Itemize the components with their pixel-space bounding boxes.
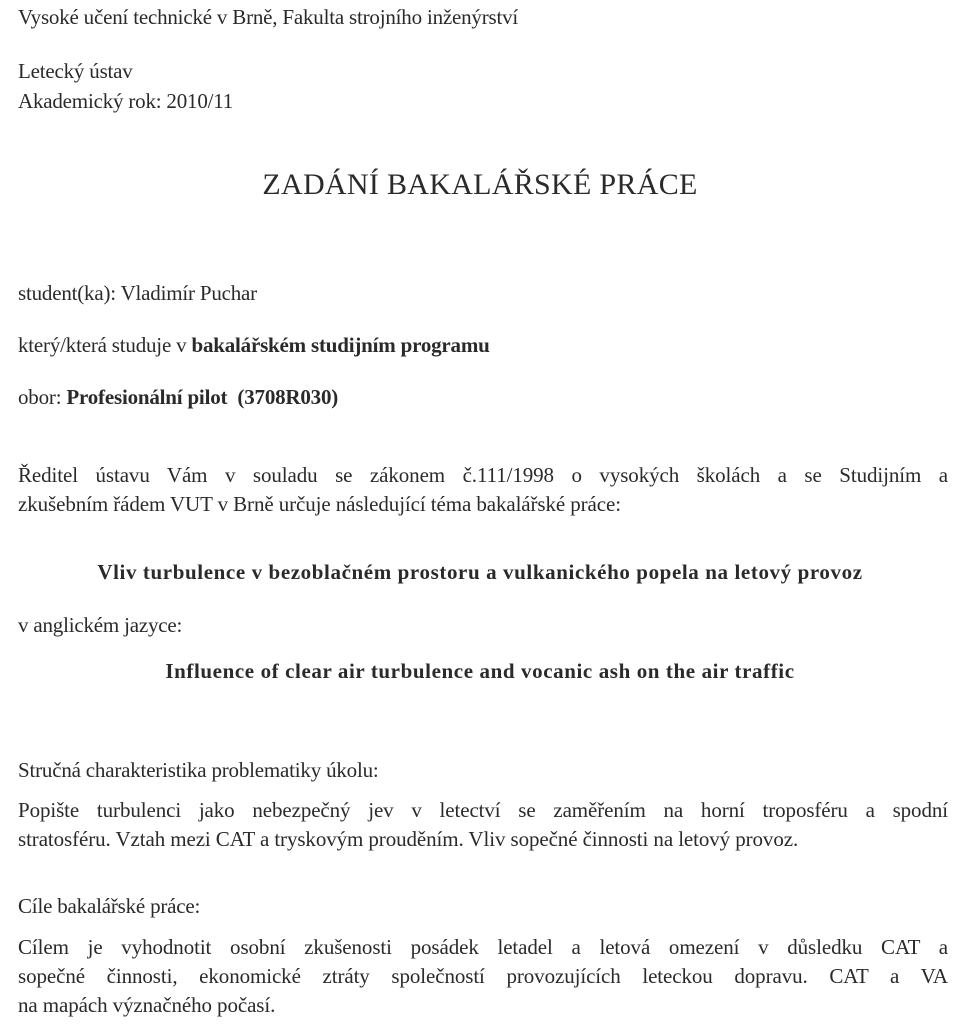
director-line-1: Ředitel ústavu Vám v souladu se zákonem č.111/1998 o vysokých školách a se Studijním a (18, 463, 948, 487)
characteristics-label: Stručná charakteristika problematiky úkolu: (18, 758, 379, 782)
program-prefix: který/která studuje v (18, 333, 192, 357)
document-title: ZADÁNÍ BAKALÁŘSKÉ PRÁCE (262, 168, 698, 201)
field-line (18, 384, 338, 410)
field-code: (3708R030) (237, 385, 339, 409)
academic-year: Akademický rok: 2010/11 (18, 89, 234, 113)
program-name: bakalářském studijním programu (191, 333, 490, 357)
field-prefix: obor: (18, 385, 67, 409)
goals-line-2: sopečné činnosti, ekonomické ztráty společností provozujících leteckou dopravu. CAT a VA (18, 964, 948, 988)
program-line (18, 332, 490, 358)
english-label: v anglickém jazyce: (18, 613, 183, 637)
goals-paragraph (18, 933, 948, 1020)
goals-label: Cíle bakalářské práce: (18, 894, 201, 918)
characteristics-line-2: stratosféru. Vztah mezi CAT a tryskovým prouděním. Vliv sopečné činnosti na letový provoz. (18, 827, 799, 851)
field-name: Profesionální pilot (66, 385, 228, 409)
characteristics-line-1: Popište turbulenci jako nebezpečný jev v letectví se zaměřením na horní troposféru a spodní (18, 798, 948, 822)
goals-line-3: na mapách význačného počasí. (18, 993, 276, 1017)
thesis-topic-english: Influence of clear air turbulence and vocanic ash on the air traffic (165, 659, 795, 683)
department-name: Letecký ústav (18, 59, 133, 83)
director-line-2: zkušebním řádem VUT v Brně určuje následující téma bakalářské práce: (18, 492, 621, 516)
student-line (18, 280, 257, 306)
thesis-topic-czech: Vliv turbulence v bezoblačném prostoru a vulkanického popela na letový provoz (97, 560, 863, 584)
director-paragraph (18, 461, 948, 519)
characteristics-paragraph (18, 796, 948, 854)
institution-header: Vysoké učení technické v Brně, Fakulta strojního inženýrství (18, 5, 519, 29)
student-prefix: student(ka): (18, 281, 121, 305)
student-name: Vladimír Puchar (120, 281, 257, 305)
goals-line-1: Cílem je vyhodnotit osobní zkušenosti posádek letadel a letová omezení v důsledku CAT a (18, 935, 948, 959)
